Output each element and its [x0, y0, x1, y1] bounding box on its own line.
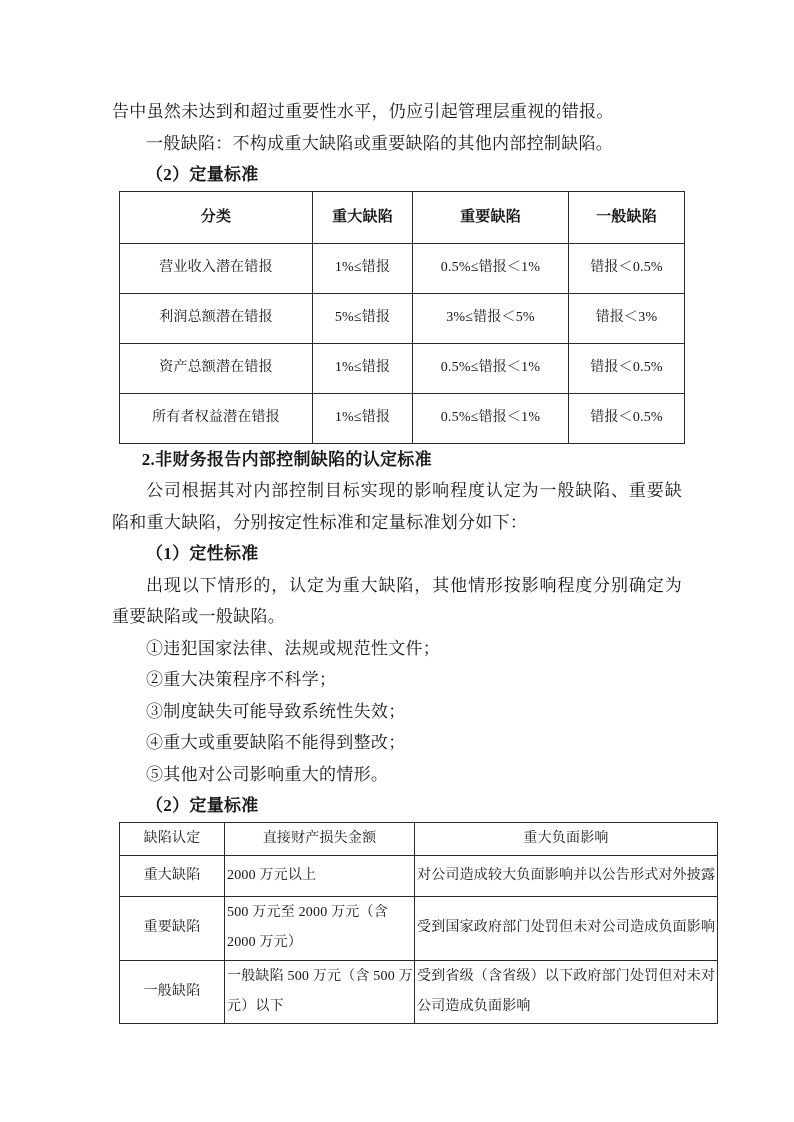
table-header-row	[120, 191, 685, 243]
qualitative-item-3: ③制度缺失可能导致系统性失效；	[146, 701, 406, 721]
table-cell: 一般缺陷 500 万元（含 500 万元）以下	[225, 960, 415, 1023]
table-cell: 所有者权益潜在错报	[120, 393, 313, 443]
table-header-cell: 直接财产损失金额	[225, 822, 415, 855]
table-cell: 错报＜3%	[569, 293, 685, 343]
table-cell: 1%≤错报	[313, 343, 413, 393]
table-row	[120, 896, 718, 960]
table-cell: 错报＜0.5%	[569, 393, 685, 443]
section-2-paragraph: 公司根据其对内部控制目标实现的影响程度认定为一般缺陷、重要缺陷和重大缺陷，分别按定性标准和定量标准划分如下：	[112, 481, 682, 532]
table-header-cell: 重大缺陷	[313, 191, 413, 243]
table-cell: 对公司造成较大负面影响并以公告形式对外披露	[415, 855, 718, 896]
qualitative-item-1: ①违犯国家法律、法规或规范性文件；	[146, 638, 441, 658]
table-cell: 一般缺陷	[120, 960, 225, 1023]
table-cell: 5%≤错报	[313, 293, 413, 343]
quantitative-standard-heading-2: （2）定量标准	[146, 796, 259, 815]
table-header-cell: 重要缺陷	[413, 191, 569, 243]
table-header-cell: 缺陷认定	[120, 822, 225, 855]
table-header-cell: 分类	[120, 191, 313, 243]
table-cell: 0.5%≤错报＜1%	[413, 243, 569, 293]
qualitative-item-4: ④重大或重要缺陷不能得到整改；	[146, 733, 406, 752]
table-header-cell: 重大负面影响	[415, 822, 718, 855]
table-row	[120, 855, 718, 896]
misstatement-threshold-table	[119, 191, 685, 444]
qualitative-standard-heading: （1）定性标准	[146, 544, 259, 563]
table-row	[120, 243, 685, 293]
qualitative-paragraph: 出现以下情形的，认定为重大缺陷，其他情形按影响程度分别确定为重要缺陷或一般缺陷。	[112, 575, 682, 626]
table-cell: 500 万元至 2000 万元（含 2000 万元）	[225, 896, 415, 960]
table-row	[120, 393, 685, 443]
table-cell: 错报＜0.5%	[569, 343, 685, 393]
section-2-heading: 2.非财务报告内部控制缺陷的认定标准	[141, 449, 432, 469]
table-header-cell: 一般缺陷	[569, 191, 685, 243]
table-cell: 利润总额潜在错报	[120, 293, 313, 343]
table-cell: 3%≤错报＜5%	[413, 293, 569, 343]
table-cell: 重要缺陷	[120, 896, 225, 960]
table-cell: 受到国家政府部门处罚但未对公司造成负面影响	[415, 896, 718, 960]
table-cell: 营业收入潜在错报	[120, 243, 313, 293]
table-cell: 0.5%≤错报＜1%	[413, 393, 569, 443]
table-cell: 重大缺陷	[120, 855, 225, 896]
quantitative-standard-heading-1: （2）定量标准	[146, 165, 259, 184]
table-cell: 1%≤错报	[313, 243, 413, 293]
table-cell: 1%≤错报	[313, 393, 413, 443]
table-row	[120, 343, 685, 393]
qualitative-item-5: ⑤其他对公司影响重大的情形。	[146, 764, 389, 784]
intro-paragraph: 告中虽然未达到和超过重要性水平，仍应引起管理层重视的错报。	[112, 102, 614, 121]
table-cell: 资产总额潜在错报	[120, 343, 313, 393]
table-row	[120, 960, 718, 1023]
qualitative-item-2: ②重大决策程序不科学；	[146, 670, 337, 689]
deficiency-definition-table	[119, 822, 718, 1024]
table-cell: 2000 万元以上	[225, 855, 415, 896]
table-row	[120, 293, 685, 343]
general-defect-paragraph: 一般缺陷：不构成重大缺陷或重要缺陷的其他内部控制缺陷。	[146, 133, 614, 153]
table-cell: 0.5%≤错报＜1%	[413, 343, 569, 393]
table-cell: 受到省级（含省级）以下政府部门处罚但对未对公司造成负面影响	[415, 960, 718, 1023]
table-cell: 错报＜0.5%	[569, 243, 685, 293]
table-header-row	[120, 822, 718, 855]
